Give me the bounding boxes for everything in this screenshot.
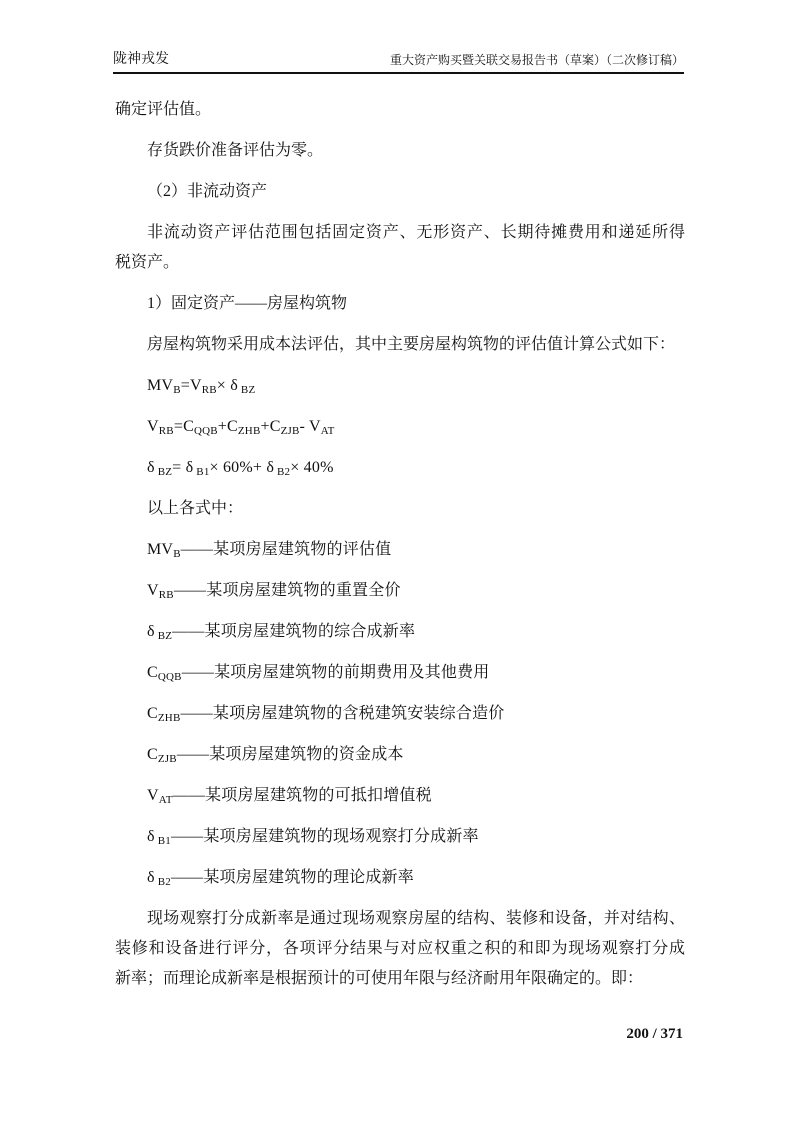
formula-line <box>115 453 685 483</box>
formula-line <box>115 535 685 565</box>
formula-line <box>115 412 685 442</box>
text-line: （2）非流动资产 <box>147 183 268 200</box>
text-line: 确定评估值。 <box>115 101 212 118</box>
text-line: 房屋构筑物采用成本法评估，其中主要房屋构筑物的评估值计算公式如下： <box>147 336 676 353</box>
formula-text <box>115 822 685 852</box>
formula-text <box>115 617 685 647</box>
formula-line <box>115 822 685 852</box>
formula-text <box>115 453 685 483</box>
formula-line <box>115 863 685 893</box>
formula-segment: = <box>172 459 186 476</box>
text-line: 非流动资产评估范围包括固定资产、无形资产、长期待摊费用和递延所得 <box>147 224 685 241</box>
formula-line <box>115 371 685 401</box>
formula-line <box>115 658 685 688</box>
text-line: 存货跌价准备评估为零。 <box>147 142 324 159</box>
formula-line <box>115 617 685 647</box>
paragraph <box>115 330 685 360</box>
formula-text <box>115 535 685 565</box>
paragraph <box>115 904 685 994</box>
formula-segment: ——某项房屋建筑物的可抵扣增值税 <box>172 787 432 804</box>
formula-segment: ——某项房屋建筑物的理论成新率 <box>170 869 414 886</box>
formula-subscript: ZJB <box>157 753 177 765</box>
formula-segment: =C <box>173 418 194 435</box>
formula-text <box>115 576 685 606</box>
formula-line <box>115 576 685 606</box>
formula-subscript: AT <box>320 425 335 437</box>
formula-segment: - V <box>299 418 321 435</box>
formula-segment: ——某项房屋建筑物的含税建筑安装综合造价 <box>180 705 505 722</box>
formula-subscript: BZ <box>154 630 173 642</box>
text-line: 现场观察打分成新率是通过现场观察房屋的结构、装修和设备，并对结构、 <box>147 910 685 927</box>
formula-segment: δ <box>147 828 155 845</box>
formula-subscript: B <box>173 548 181 560</box>
text-line: 新率；而理论成新率是根据预计的可使用年限与经济耐用年限确定的。即： <box>115 970 644 987</box>
formula-segment: × 40% <box>290 459 334 476</box>
formula-segment: =V <box>180 377 202 394</box>
formula-text <box>115 781 685 811</box>
formula-subscript: AT <box>158 794 173 806</box>
formula-segment: ——某项房屋建筑物的前期费用及其他费用 <box>181 664 490 681</box>
formula-segment: ——某项房屋建筑物的重置全价 <box>173 582 401 599</box>
formula-text <box>115 371 685 401</box>
formula-subscript: BZ <box>154 466 173 478</box>
formula-segment: δ <box>185 459 194 476</box>
header-company-name: 陇神戎发 <box>113 52 169 67</box>
formula-line <box>115 781 685 811</box>
formula-segment: V <box>147 582 159 599</box>
header-document-title: 重大资产购买暨关联交易报告书（草案）（二次修订稿） <box>389 53 684 67</box>
formula-segment: C <box>147 746 158 763</box>
formula-subscript: RB <box>158 589 174 601</box>
formula-segment: V <box>147 787 159 804</box>
paragraph <box>115 289 685 319</box>
formula-subscript: B <box>173 384 181 396</box>
formula-segment: +C <box>217 418 238 435</box>
formula-segment: ——某项房屋建筑物的现场观察打分成新率 <box>170 828 479 845</box>
formula-segment: ——某项房屋建筑物的综合成新率 <box>172 623 416 640</box>
paragraph <box>115 218 685 278</box>
formula-subscript: ZJB <box>280 425 300 437</box>
formula-segment: +C <box>260 418 281 435</box>
formula-subscript: ZHB <box>237 425 261 437</box>
formula-segment: × 60%+ <box>209 459 267 476</box>
formula-subscript: B2 <box>154 876 171 888</box>
formula-segment: δ <box>147 623 155 640</box>
page-number: 200 / 371 <box>626 1026 683 1042</box>
formula-subscript: RB <box>201 384 217 396</box>
formula-segment: ——某项房屋建筑物的评估值 <box>180 541 392 558</box>
formula-segment: × <box>216 377 231 394</box>
formula-line <box>115 740 685 770</box>
paragraph <box>115 136 685 166</box>
formula-segment: C <box>147 664 158 681</box>
formula-segment: C <box>147 705 158 722</box>
formula-subscript: QQB <box>157 671 182 683</box>
text-line: 1）固定资产——房屋构筑物 <box>147 295 348 312</box>
formula-segment: ——某项房屋建筑物的资金成本 <box>176 746 404 763</box>
formula-segment: δ <box>147 459 155 476</box>
text-line: 以上各式中： <box>147 500 244 517</box>
formula-segment: δ <box>147 869 155 886</box>
paragraph <box>115 494 685 524</box>
formula-text <box>115 699 685 729</box>
document-body <box>115 95 685 1005</box>
formula-line <box>115 699 685 729</box>
formula-text <box>115 658 685 688</box>
paragraph <box>115 177 685 207</box>
formula-text <box>115 740 685 770</box>
formula-subscript: RB <box>158 425 174 437</box>
formula-segment: δ <box>230 377 238 394</box>
text-line: 税资产。 <box>115 254 180 271</box>
formula-text <box>115 412 685 442</box>
formula-subscript: B1 <box>193 466 210 478</box>
formula-subscript: ZHB <box>157 712 181 724</box>
formula-text <box>115 863 685 893</box>
formula-segment: MV <box>147 541 174 558</box>
formula-segment: MV <box>147 377 174 394</box>
text-line: 装修和设备进行评分，各项评分结果与对应权重之积的和即为现场观察打分成 <box>115 940 685 957</box>
formula-subscript: BZ <box>237 384 256 396</box>
formula-segment: δ <box>266 459 275 476</box>
formula-segment: V <box>147 418 159 435</box>
formula-subscript: B1 <box>154 835 171 847</box>
formula-subscript: B2 <box>274 466 291 478</box>
formula-subscript: QQB <box>193 425 218 437</box>
page-header <box>113 52 684 74</box>
paragraph <box>115 95 685 125</box>
